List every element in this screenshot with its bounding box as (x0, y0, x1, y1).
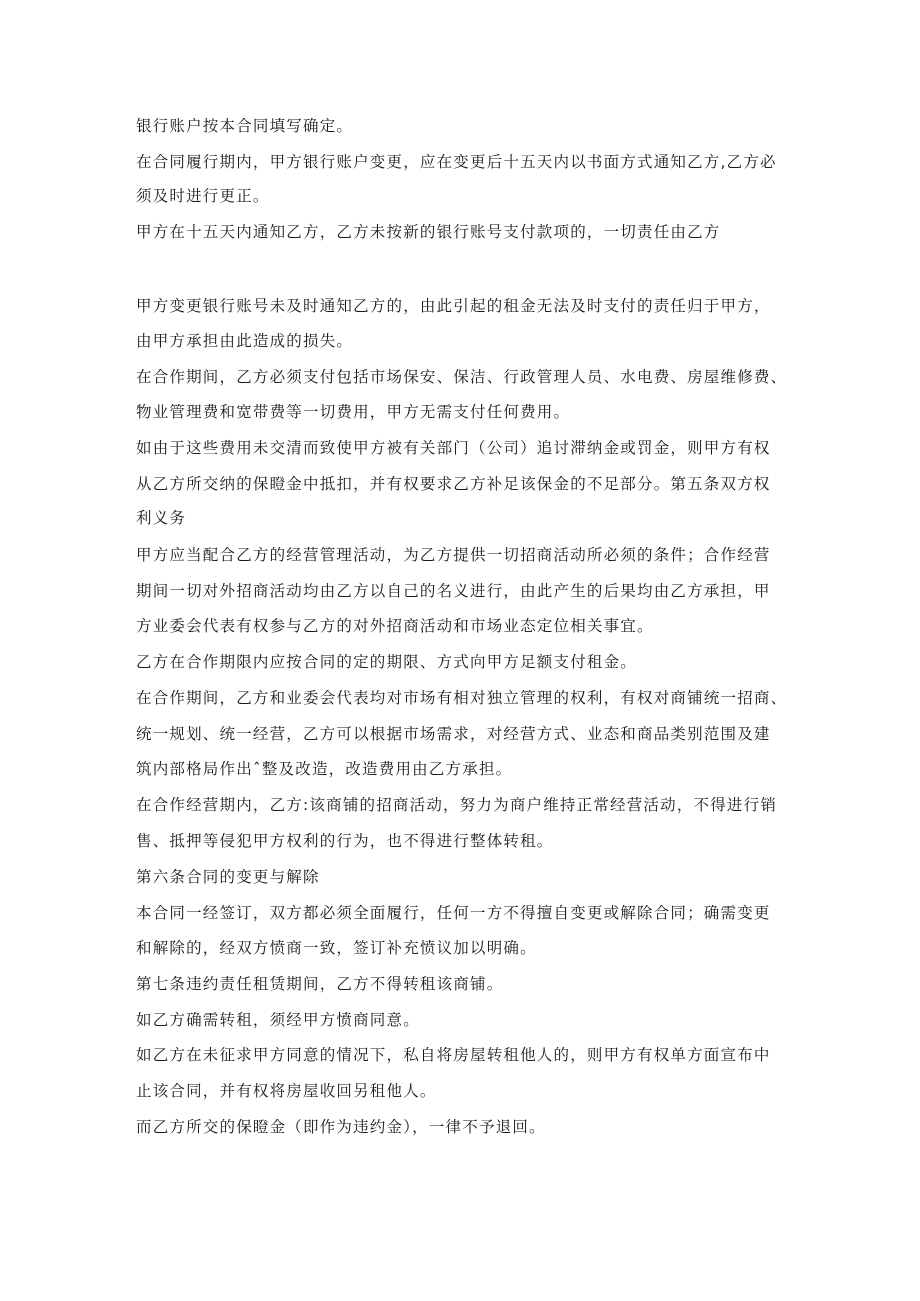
text-line: 而乙方所交的保瞪金（即作为违约金），一律不予退回。 (136, 1118, 546, 1136)
text-line: 从乙方所交纳的保瞪金中抵扣，并有权要求乙方补足该保金的不足部分。第五条双方权 (136, 475, 771, 493)
text-line: 如乙方在未征求甲方同意的情况下，私自将房屋转租他人的，则甲方有权单方面宣布中 (136, 1046, 771, 1064)
text-line: 方业委会代表有权参与乙方的对外招商活动和市场业态定位相关事宜。 (136, 617, 654, 635)
text-line: 止该合同，并有权将房屋收回另租他人。 (136, 1082, 437, 1100)
text-line: 如由于这些费用未交清而致使甲方被有关部门（公司）追讨滞纳金或罚金，则甲方有权 (136, 439, 771, 457)
text-line: 第七条违约责任租赁期间，乙方不得转租该商铺。 (136, 975, 504, 993)
text-line: 在合作期间，乙方和业委会代表均对市场有相对独立管理的权利，有权对商铺统一招商、 (136, 689, 788, 707)
section-heading: 第六条合同的变更与解除 (136, 868, 320, 886)
text-line: 期间一切对外招商活动均由乙方以自己的名义进行，由此产生的后果均由乙方承担，甲 (136, 582, 771, 600)
text-line: 统一规划、统一经营，乙方可以根据市场需求，对经营方式、业态和商品类别范围及建 (136, 725, 771, 743)
text-line: 售、抵押等侵犯甲方权利的行为，也不得进行整体转租。 (136, 832, 554, 850)
text-line: 在合作期间，乙方必须支付包括市场保安、保洁、行政管理人员、水电费、房屋维修费、 (136, 368, 788, 386)
text-line: 在合同履行期内，甲方银行账户变更，应在变更后十五天内以书面方式通知乙方,乙方必 (136, 153, 777, 171)
text-line: 利义务 (136, 509, 187, 527)
text-line: 由甲方承担由此造成的损失。 (136, 332, 354, 350)
text-line: 银行账户按本合同填写确定。 (136, 117, 354, 135)
text-line: 和解除的，经双方愤商一致，签订补充愤议加以明确。 (136, 939, 537, 957)
text-line: 在合作经营期内，乙方:该商铺的招商活动，努力为商户维持正常经营活动，不得进行销 (136, 796, 778, 814)
text-line: 甲方变更银行账号未及时通知乙方的，由此引起的租金无法及时支付的责任归于甲方， (136, 297, 771, 315)
text-line: 甲方应当配合乙方的经营管理活动，为乙方提供一切招商活动所必须的条件；合作经营 (136, 546, 771, 564)
text-line: 筑内部格局作出ˆ整及改造，改造费用由乙方承担。 (136, 760, 513, 778)
text-line: 物业管理费和宽带费等一切费用，甲方无需支付任何费用。 (136, 403, 571, 421)
text-line: 本合同一经签订，双方都必须全面履行，任何一方不得擅自变更或解除合同；确需变更 (136, 904, 771, 922)
text-line: 甲方在十五天内通知乙方，乙方未按新的银行账号支付款项的，一切责任由乙方 (136, 223, 721, 241)
text-line: 须及时进行更正。 (136, 187, 270, 205)
text-line: 如乙方确需转租，须经甲方愤商同意。 (136, 1011, 420, 1029)
text-line: 乙方在合作期限内应按合同的定的期限、方式向甲方足额支付租金。 (136, 653, 638, 671)
